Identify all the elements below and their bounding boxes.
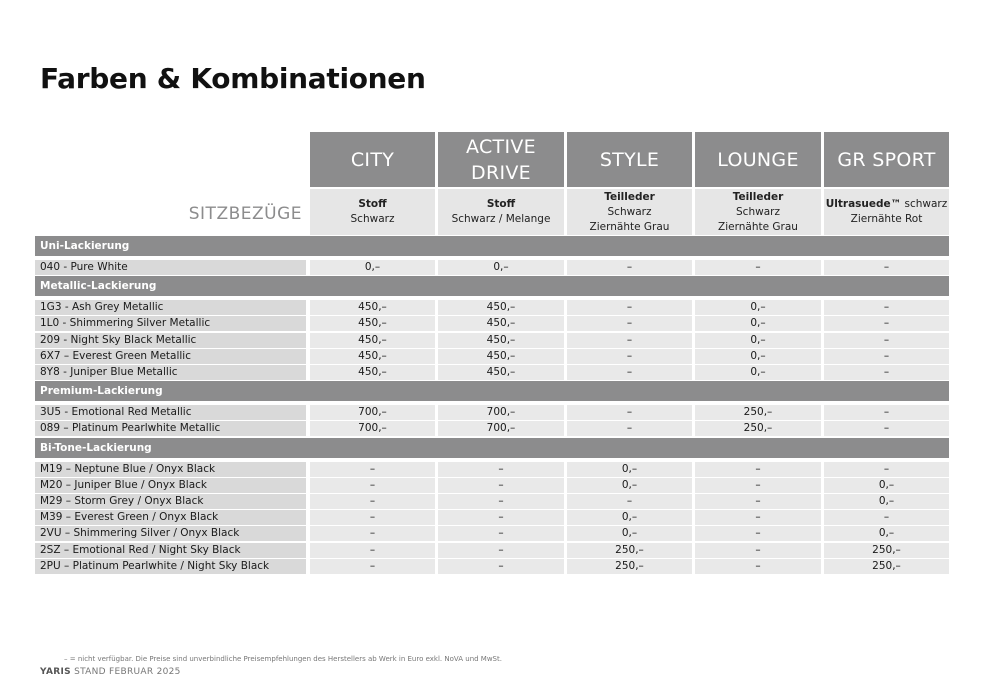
column-header-lounge [695, 132, 821, 187]
table-cell: 250,– [695, 421, 821, 436]
table-row-label: 3U5 - Emotional Red Metallic [35, 405, 306, 420]
table-row-label: 8Y8 - Juniper Blue Metallic [35, 365, 306, 380]
column-header-text: STYLE [599, 148, 660, 171]
table-cell: 0,– [695, 349, 821, 364]
table-cell: 700,– [310, 405, 435, 420]
table-cell: – [310, 510, 435, 525]
table-cell: 250,– [567, 559, 692, 574]
table-cell: 250,– [824, 543, 949, 558]
table-cell: 700,– [438, 405, 564, 420]
seat-material: Teilleder [604, 190, 655, 203]
group-header: Bi-Tone-Lackierung [35, 438, 949, 458]
table-cell: – [438, 494, 564, 509]
table-cell: – [310, 494, 435, 509]
table-cell: – [824, 365, 949, 380]
seat-cover-lounge [695, 189, 821, 235]
table-cell: – [567, 421, 692, 436]
table-row-label: 1G3 - Ash Grey Metallic [35, 300, 306, 315]
table-row-label: M20 – Juniper Blue / Onyx Black [35, 478, 306, 493]
table-cell: – [695, 462, 821, 477]
seat-detail: Ziernähte Grau [718, 220, 798, 233]
table-cell: 450,– [310, 333, 435, 348]
table-cell: 0,– [695, 300, 821, 315]
table-cell: 450,– [310, 349, 435, 364]
seat-material: Teilleder [732, 190, 784, 203]
page-title: Farben & Kombinationen [40, 62, 426, 95]
table-cell: 0,– [567, 478, 692, 493]
seat-detail: Schwarz [350, 213, 395, 225]
table-cell: – [824, 349, 949, 364]
seat-cover-active-drive [438, 189, 564, 235]
table-cell: 450,– [310, 316, 435, 331]
table-cell: 0,– [824, 526, 949, 541]
seat-material: Ultrasuede™ [825, 198, 902, 210]
table-row-label: 2SZ – Emotional Red / Night Sky Black [35, 543, 306, 558]
table-cell: 450,– [438, 365, 564, 380]
table-cell: – [567, 349, 692, 364]
table-cell: – [567, 316, 692, 331]
column-header-text: LOUNGE [717, 148, 799, 171]
table-cell: 450,– [310, 300, 435, 315]
table-cell: – [824, 333, 949, 348]
seat-detail: Schwarz [736, 205, 780, 218]
table-cell: – [438, 462, 564, 477]
seat-cover-gr-sport: Ultrasuede™ schwarz Ziernähte Rot [824, 189, 949, 235]
table-cell: – [438, 478, 564, 493]
table-cell: 0,– [695, 333, 821, 348]
table-cell: 0,– [695, 316, 821, 331]
table-cell: – [567, 260, 692, 275]
table-cell: – [695, 559, 821, 574]
table-cell: 450,– [438, 300, 564, 315]
table-cell: 450,– [438, 349, 564, 364]
table-cell: 450,– [310, 365, 435, 380]
table-cell: 0,– [310, 260, 435, 275]
table-cell: – [438, 543, 564, 558]
seat-material: Stoff [486, 198, 516, 210]
table-cell: – [310, 526, 435, 541]
column-header-text: DRIVE [471, 161, 531, 184]
table-row-label: M19 – Neptune Blue / Onyx Black [35, 462, 306, 477]
table-row-label: M29 – Storm Grey / Onyx Black [35, 494, 306, 509]
table-cell: 0,– [567, 510, 692, 525]
column-header-active-drive [438, 132, 564, 187]
table-cell: 250,– [567, 543, 692, 558]
table-cell: – [438, 526, 564, 541]
table-cell: – [567, 494, 692, 509]
seats-label: SITZBEZÜGE [188, 204, 302, 224]
table-cell: – [824, 300, 949, 315]
page-footer [40, 667, 181, 677]
table-cell: – [824, 510, 949, 525]
group-header: Metallic-Lackierung [35, 276, 949, 296]
table-cell: – [310, 543, 435, 558]
table-cell: 700,– [438, 421, 564, 436]
table-cell: – [310, 478, 435, 493]
table-cell: 0,– [824, 478, 949, 493]
table-row-label: 089 – Platinum Pearlwhite Metallic [35, 421, 306, 436]
table-row-label: 040 - Pure White [35, 260, 306, 275]
table-row-label: 2PU – Platinum Pearlwhite / Night Sky Black [35, 559, 306, 574]
table-cell: 0,– [567, 526, 692, 541]
table-cell: – [567, 333, 692, 348]
seat-detail: Schwarz / Melange [451, 213, 551, 225]
table-cell: – [695, 478, 821, 493]
table-row-label: 209 - Night Sky Black Metallic [35, 333, 306, 348]
table-cell: – [695, 510, 821, 525]
table-cell: 250,– [695, 405, 821, 420]
column-header-text: ACTIVE [466, 135, 536, 158]
table-cell: 700,– [310, 421, 435, 436]
table-cell: – [695, 543, 821, 558]
table-row-label: 1L0 - Shimmering Silver Metallic [35, 316, 306, 331]
table-cell: – [567, 300, 692, 315]
table-cell: – [438, 510, 564, 525]
table-cell: – [695, 260, 821, 275]
seat-detail: Ziernähte Rot [850, 213, 923, 225]
group-header: Premium-Lackierung [35, 381, 949, 401]
table-cell: – [695, 494, 821, 509]
column-header-text: GR SPORT [837, 148, 936, 171]
table-cell: – [567, 365, 692, 380]
table-cell: – [438, 559, 564, 574]
table-cell: – [824, 462, 949, 477]
table-cell: 0,– [438, 260, 564, 275]
seat-detail: Ziernähte Grau [589, 220, 670, 233]
table-cell: – [695, 526, 821, 541]
table-cell: – [824, 260, 949, 275]
table-cell: – [824, 421, 949, 436]
footer-date: STAND FEBRUAR 2025 [74, 667, 181, 677]
column-header-city [310, 132, 435, 187]
table-cell: 0,– [567, 462, 692, 477]
table-cell: 0,– [824, 494, 949, 509]
table-cell: 0,– [695, 365, 821, 380]
column-header-gr-sport [824, 132, 949, 187]
group-header: Uni-Lackierung [35, 236, 949, 256]
table-row-label: 6X7 – Everest Green Metallic [35, 349, 306, 364]
table-cell: 450,– [438, 333, 564, 348]
seat-cover-city [310, 189, 435, 235]
footer-model: YARIS [40, 667, 71, 677]
table-row-label: 2VU – Shimmering Silver / Onyx Black [35, 526, 306, 541]
footnote: – = nicht verfügbar. Die Preise sind unverbindliche Preisempfehlungen des Herstellers ab Werk in Euro exkl. NoVA und MwSt. [64, 655, 502, 663]
table-cell: – [310, 559, 435, 574]
table-cell: – [567, 405, 692, 420]
seat-detail: Schwarz [607, 205, 652, 218]
table-cell: 250,– [824, 559, 949, 574]
seat-cover-style [567, 189, 692, 235]
seat-material: Stoff [358, 198, 387, 210]
column-header-style [567, 132, 692, 187]
table-cell: – [824, 316, 949, 331]
table-row-label: M39 – Everest Green / Onyx Black [35, 510, 306, 525]
table-cell: 450,– [438, 316, 564, 331]
column-header-text: CITY [350, 148, 395, 171]
table-cell: – [310, 462, 435, 477]
table-cell: – [824, 405, 949, 420]
